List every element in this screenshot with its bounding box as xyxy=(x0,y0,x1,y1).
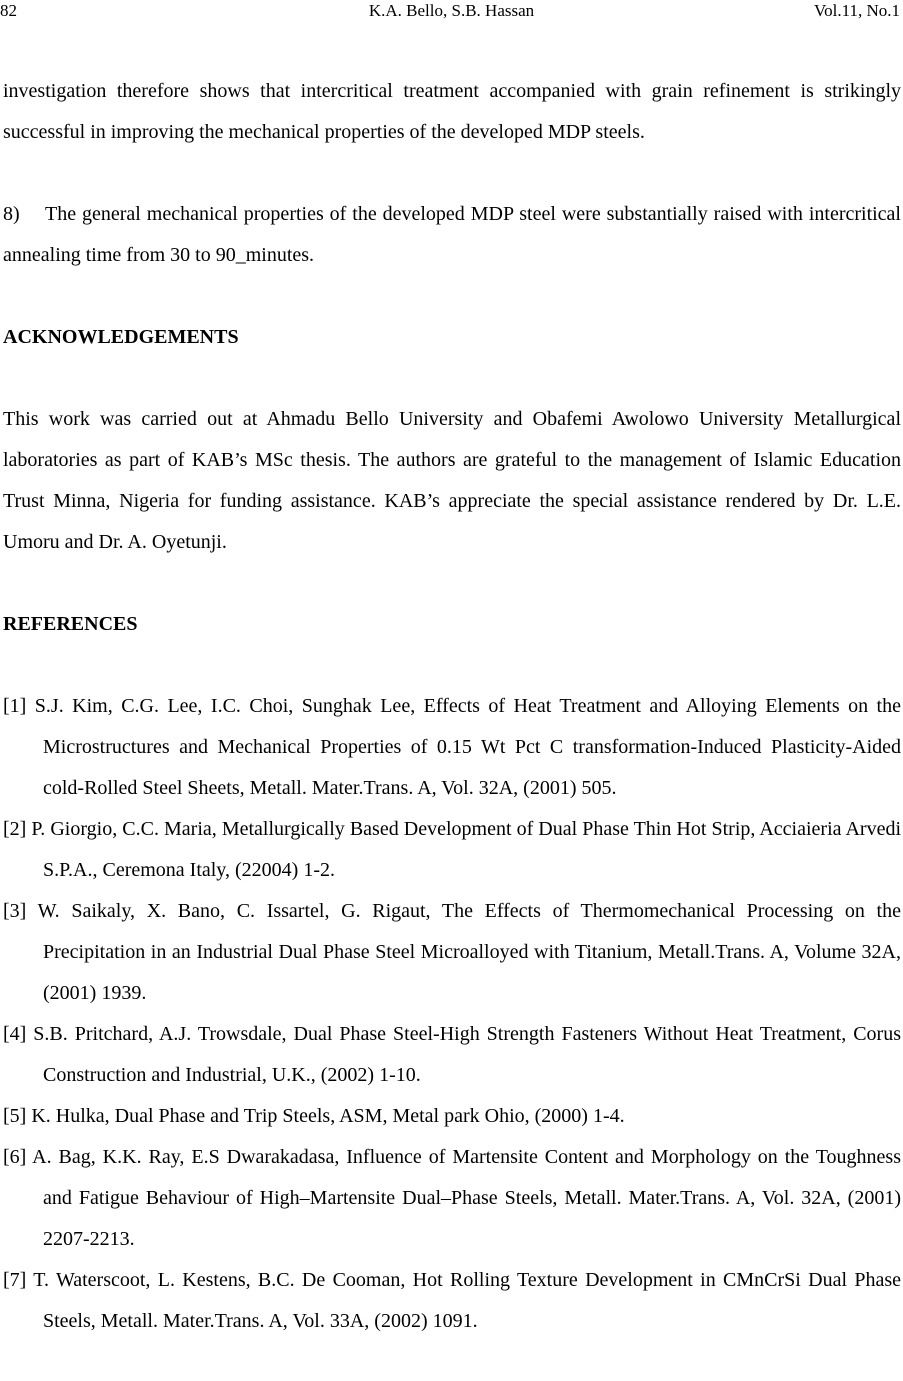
acknowledgements-heading: ACKNOWLEDGEMENTS xyxy=(3,326,239,348)
page-body xyxy=(3,71,901,1342)
spacer xyxy=(3,276,901,317)
running-header xyxy=(0,0,903,22)
reference-item: [7] T. Waterscoot, L. Kestens, B.C. De Cooman, Hot Rolling Texture Development in CMnCrSi Dual Phase Steels, Metall. Mater.Trans. A, Vol. 33A, (2002) 1091. xyxy=(3,1269,901,1332)
running-authors: K.A. Bello, S.B. Hassan xyxy=(368,1,535,20)
intro-continued-paragraph: investigation therefore shows that intercritical treatment accompanied with grain refinement is strikingly successful in improving the mechanical properties of the developed MDP steels. xyxy=(3,80,901,143)
page-number: 82 xyxy=(0,1,17,20)
reference-item: [2] P. Giorgio, C.C. Maria, Metallurgically Based Development of Dual Phase Thin Hot Strip, Acciaieria Arvedi S.P.A., Ceremona Italy, (22004) 1-2. xyxy=(3,818,901,881)
reference-item: [4] S.B. Pritchard, A.J. Trowsdale, Dual Phase Steel-High Strength Fasteners Without Heat Treatment, Corus Construction and Industrial, U.K., (2002) 1-10. xyxy=(3,1023,901,1086)
spacer xyxy=(3,358,901,399)
spacer xyxy=(3,153,901,194)
references-heading: REFERENCES xyxy=(3,613,138,635)
acknowledgements-paragraph: This work was carried out at Ahmadu Bello University and Obafemi Awolowo University Metallurgical laboratories as part of KAB’s MSc thesis. The authors are grateful to the management of Islamic Education Trust Minna, Nigeria for funding assistance. KAB’s appreciate the special assistance rendered by Dr. L.E. Umoru and Dr. A. Oyetunji. xyxy=(3,408,901,553)
conclusion-point-8 xyxy=(3,194,901,276)
spacer xyxy=(3,645,901,686)
reference-item: [3] W. Saikaly, X. Bano, C. Issartel, G. Rigaut, The Effects of Thermomechanical Processing on the Precipitation in an Industrial Dual Phase Steel Microalloyed with Titanium, Metall.Trans. A, Volume 32A, (2001) 1939. xyxy=(3,900,901,1004)
reference-item: [5] K. Hulka, Dual Phase and Trip Steels, ASM, Metal park Ohio, (2000) 1-4. xyxy=(3,1105,625,1127)
point-number: 8) xyxy=(3,203,20,225)
volume-info: Vol.11, No.1 xyxy=(814,1,900,20)
point-text: The general mechanical properties of the developed MDP steel were substantially raised with intercritical annealing time from 30 to 90_minutes. xyxy=(3,203,901,266)
reference-item: [6] A. Bag, K.K. Ray, E.S Dwarakadasa, Influence of Martensite Content and Morphology on the Toughness and Fatigue Behaviour of High–Martensite Dual–Phase Steels, Metall. Mater.Trans. A, Vol. 32A, (2001) 2207-2213. xyxy=(3,1146,901,1250)
reference-item: [1] S.J. Kim, C.G. Lee, I.C. Choi, Sunghak Lee, Effects of Heat Treatment and Alloying Elements on the Microstructures and Mechanical Properties of 0.15 Wt Pct C transformation-Induced Plasticity-Aided cold-Rolled Steel Sheets, Metall. Mater.Trans. A, Vol. 32A, (2001) 505. xyxy=(3,695,901,799)
reference-list xyxy=(3,686,901,1342)
spacer xyxy=(3,563,901,604)
